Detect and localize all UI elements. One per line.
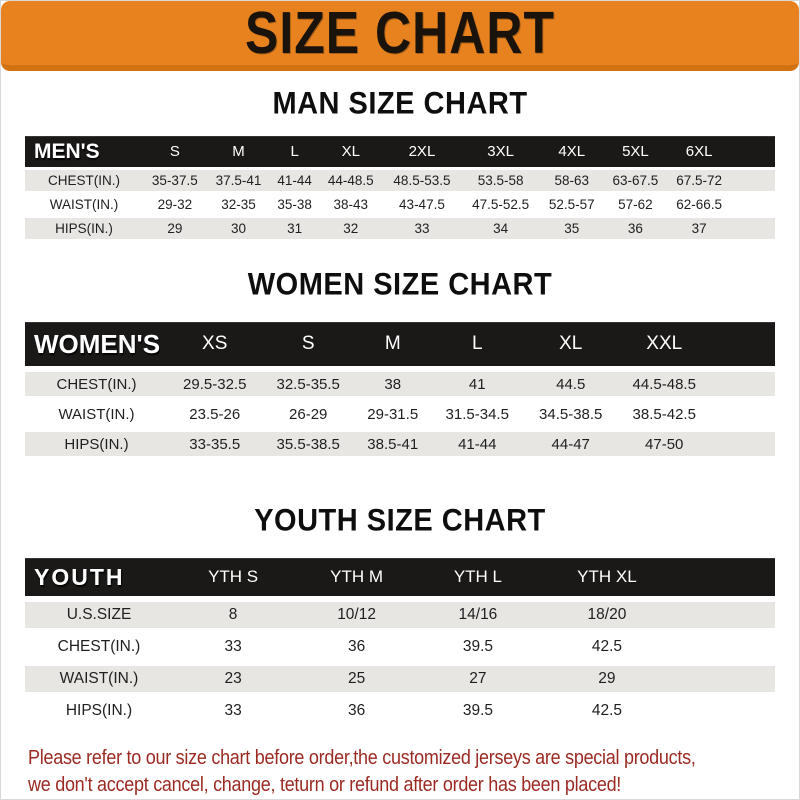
mens-size-table xyxy=(25,133,775,242)
row-filler xyxy=(731,170,775,191)
youth-size-chart-heading: YOUTH SIZE CHART xyxy=(254,503,546,539)
size-value: 62-66.5 xyxy=(667,194,731,215)
row-label: WAIST(IN.) xyxy=(25,194,143,215)
size-column-header: 2XL xyxy=(383,136,462,167)
size-column-header: M xyxy=(207,136,271,167)
size-value: 29-31.5 xyxy=(355,402,431,426)
disclaimer-line-1: Please refer to our size chart before order,the customized jerseys are special products, xyxy=(28,747,696,769)
size-value: 37.5-41 xyxy=(207,170,271,191)
measurement-row xyxy=(25,698,775,724)
table-header-row xyxy=(25,558,775,596)
size-value: 29 xyxy=(143,218,207,239)
row-filler xyxy=(678,634,775,660)
row-label: CHEST(IN.) xyxy=(25,170,143,191)
size-value: 41-44 xyxy=(270,170,319,191)
youth-size-table xyxy=(25,552,775,730)
table-header-row xyxy=(25,322,775,366)
size-value: 38.5-42.5 xyxy=(617,402,711,426)
size-column-header: L xyxy=(431,322,524,366)
header-filler xyxy=(678,558,775,596)
size-value: 35-37.5 xyxy=(143,170,207,191)
disclaimer-line-2: we don't accept cancel, change, teturn or refund after order has been placed! xyxy=(28,774,622,796)
size-value: 34.5-38.5 xyxy=(524,402,617,426)
size-value: 44.5 xyxy=(524,372,617,396)
size-value: 30 xyxy=(207,218,271,239)
size-value: 29.5-32.5 xyxy=(168,372,261,396)
size-column-header: S xyxy=(261,322,354,366)
size-value: 26-29 xyxy=(261,402,354,426)
size-value: 41-44 xyxy=(431,432,524,456)
size-value: 67.5-72 xyxy=(667,170,731,191)
size-column-header: YTH L xyxy=(420,558,536,596)
measurement-row xyxy=(25,402,775,426)
size-value: 38.5-41 xyxy=(355,432,431,456)
women-size-chart-heading: WOMEN SIZE CHART xyxy=(247,267,553,303)
size-value: 31.5-34.5 xyxy=(431,402,524,426)
row-label: HIPS(IN.) xyxy=(25,432,168,456)
size-column-header: XXL xyxy=(617,322,711,366)
size-value: 52.5-57 xyxy=(540,194,604,215)
size-column-header: XL xyxy=(319,136,383,167)
measurement-row xyxy=(25,432,775,456)
row-label: HIPS(IN.) xyxy=(25,218,143,239)
size-value: 57-62 xyxy=(604,194,668,215)
row-label: WAIST(IN.) xyxy=(25,666,173,692)
size-column-header: L xyxy=(270,136,319,167)
size-value: 38 xyxy=(355,372,431,396)
size-value: 25 xyxy=(293,666,420,692)
size-value: 29-32 xyxy=(143,194,207,215)
row-label: CHEST(IN.) xyxy=(25,372,168,396)
size-value: 41 xyxy=(431,372,524,396)
size-value: 10/12 xyxy=(293,602,420,628)
size-value: 33 xyxy=(173,698,293,724)
size-value: 44-48.5 xyxy=(319,170,383,191)
measurement-row xyxy=(25,602,775,628)
size-value: 36 xyxy=(604,218,668,239)
size-value: 42.5 xyxy=(536,634,678,660)
row-label: HIPS(IN.) xyxy=(25,698,173,724)
size-value: 23 xyxy=(173,666,293,692)
size-column-header: 4XL xyxy=(540,136,604,167)
row-filler xyxy=(711,432,775,456)
size-column-header: 3XL xyxy=(461,136,540,167)
size-value: 8 xyxy=(173,602,293,628)
measurement-row xyxy=(25,218,775,239)
size-value: 35.5-38.5 xyxy=(261,432,354,456)
size-value: 63-67.5 xyxy=(604,170,668,191)
header-filler xyxy=(731,136,775,167)
size-value: 36 xyxy=(293,634,420,660)
size-value: 18/20 xyxy=(536,602,678,628)
row-filler xyxy=(678,698,775,724)
size-column-header: S xyxy=(143,136,207,167)
size-value: 29 xyxy=(536,666,678,692)
man-size-chart-heading: MAN SIZE CHART xyxy=(272,86,528,122)
size-value: 39.5 xyxy=(420,698,536,724)
measurement-row xyxy=(25,666,775,692)
size-value: 27 xyxy=(420,666,536,692)
size-value: 32 xyxy=(319,218,383,239)
size-value: 33-35.5 xyxy=(168,432,261,456)
measurement-row xyxy=(25,634,775,660)
size-value: 33 xyxy=(173,634,293,660)
size-column-header: YTH S xyxy=(173,558,293,596)
row-filler xyxy=(711,402,775,426)
womens-size-table xyxy=(25,316,775,462)
size-value: 37 xyxy=(667,218,731,239)
table-title-label: MEN'S xyxy=(25,136,143,167)
size-chart-title: SIZE CHART xyxy=(245,0,555,67)
size-value: 44-47 xyxy=(524,432,617,456)
header-filler xyxy=(711,322,775,366)
size-column-header: XS xyxy=(168,322,261,366)
size-value: 38-43 xyxy=(319,194,383,215)
row-filler xyxy=(731,218,775,239)
size-column-header: 6XL xyxy=(667,136,731,167)
row-filler xyxy=(678,602,775,628)
measurement-row xyxy=(25,372,775,396)
table-header-row xyxy=(25,136,775,167)
size-value: 34 xyxy=(461,218,540,239)
row-label: U.S.SIZE xyxy=(25,602,173,628)
measurement-row xyxy=(25,170,775,191)
row-filler xyxy=(731,194,775,215)
row-filler xyxy=(711,372,775,396)
size-value: 47-50 xyxy=(617,432,711,456)
size-column-header: YTH XL xyxy=(536,558,678,596)
size-value: 33 xyxy=(383,218,462,239)
size-column-header: YTH M xyxy=(293,558,420,596)
size-column-header: 5XL xyxy=(604,136,668,167)
size-value: 35-38 xyxy=(270,194,319,215)
row-label: WAIST(IN.) xyxy=(25,402,168,426)
size-value: 47.5-52.5 xyxy=(461,194,540,215)
disclaimer-text xyxy=(1,745,719,799)
size-value: 39.5 xyxy=(420,634,536,660)
size-value: 53.5-58 xyxy=(461,170,540,191)
size-value: 36 xyxy=(293,698,420,724)
measurement-row xyxy=(25,194,775,215)
size-value: 14/16 xyxy=(420,602,536,628)
size-value: 48.5-53.5 xyxy=(383,170,462,191)
size-value: 58-63 xyxy=(540,170,604,191)
size-value: 23.5-26 xyxy=(168,402,261,426)
size-value: 44.5-48.5 xyxy=(617,372,711,396)
size-value: 32-35 xyxy=(207,194,271,215)
row-label: CHEST(IN.) xyxy=(25,634,173,660)
size-value: 42.5 xyxy=(536,698,678,724)
size-value: 35 xyxy=(540,218,604,239)
row-filler xyxy=(678,666,775,692)
size-chart-banner xyxy=(1,1,799,71)
size-value: 31 xyxy=(270,218,319,239)
size-value: 43-47.5 xyxy=(383,194,462,215)
size-column-header: XL xyxy=(524,322,617,366)
table-title-label: YOUTH xyxy=(25,558,173,596)
size-value: 32.5-35.5 xyxy=(261,372,354,396)
table-title-label: WOMEN'S xyxy=(25,322,168,366)
size-column-header: M xyxy=(355,322,431,366)
